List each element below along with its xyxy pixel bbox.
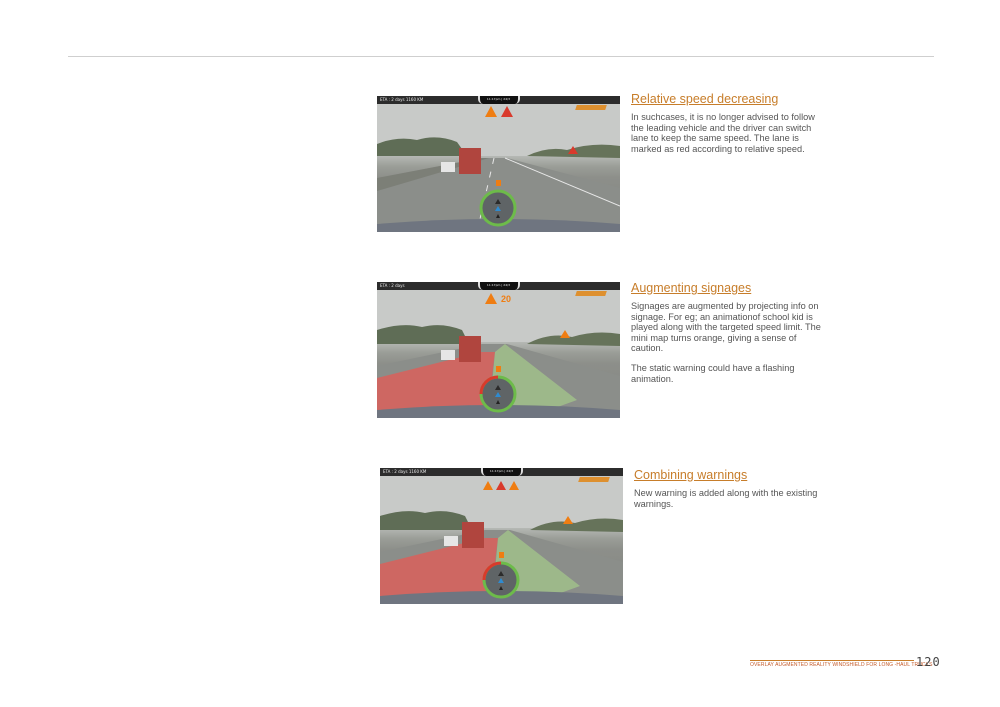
section-paragraph: The static warning could have a flashing animation. [631, 363, 795, 384]
brand-logo [575, 105, 607, 110]
car [441, 350, 455, 360]
page-number: 120 [916, 655, 941, 669]
hud-eta: ETA : 2 days 1160 KM [380, 97, 424, 102]
brand-logo [578, 477, 610, 482]
section-paragraph: In suchcases, it is no longer advised to follow the leading vehicle and the driver can switch lane to keep the same speed. The lane is marked as red according to relative speed. [631, 112, 815, 154]
footer-divider [750, 660, 914, 661]
road-scene [377, 282, 620, 418]
truck [459, 336, 481, 362]
ar-screenshot-combining-warnings [380, 468, 623, 604]
section-paragraph: New warning is added along with the existing warnings. [634, 488, 818, 509]
hud-time: 11:17pm | 24/3 [478, 96, 520, 104]
brand-logo [575, 291, 607, 296]
footer-title: OVERLAY AUGMENTED REALITY WINDSHIELD FOR LONG -HAUL TRUCKS [750, 662, 933, 668]
speed-limit-value: 20 [501, 294, 512, 304]
road-scene [377, 96, 620, 232]
car [441, 162, 455, 172]
section-heading: Relative speed decreasing [631, 92, 779, 106]
ar-screenshot-relative-speed [377, 96, 620, 232]
top-divider [68, 56, 934, 57]
car [444, 536, 458, 546]
hud-time: 11:17pm | 24/3 [478, 282, 520, 290]
truck [462, 522, 484, 548]
hud-eta: ETA : 2 days [380, 283, 405, 288]
section-heading: Combining warnings [634, 468, 748, 482]
ar-screenshot-augmenting-signages [377, 282, 620, 418]
hud-eta: ETA : 2 days 1160 KM [383, 469, 427, 474]
road-scene [380, 468, 623, 604]
truck [459, 148, 481, 174]
section-heading: Augmenting signages [631, 281, 752, 295]
hud-time: 11:17pm | 24/3 [481, 468, 523, 476]
section-paragraph: Signages are augmented by projecting info on signage. For eg; an animationof school kid is played along with the targeted speed limit. The mini map turns orange, giving a sense of caution. [631, 301, 821, 353]
